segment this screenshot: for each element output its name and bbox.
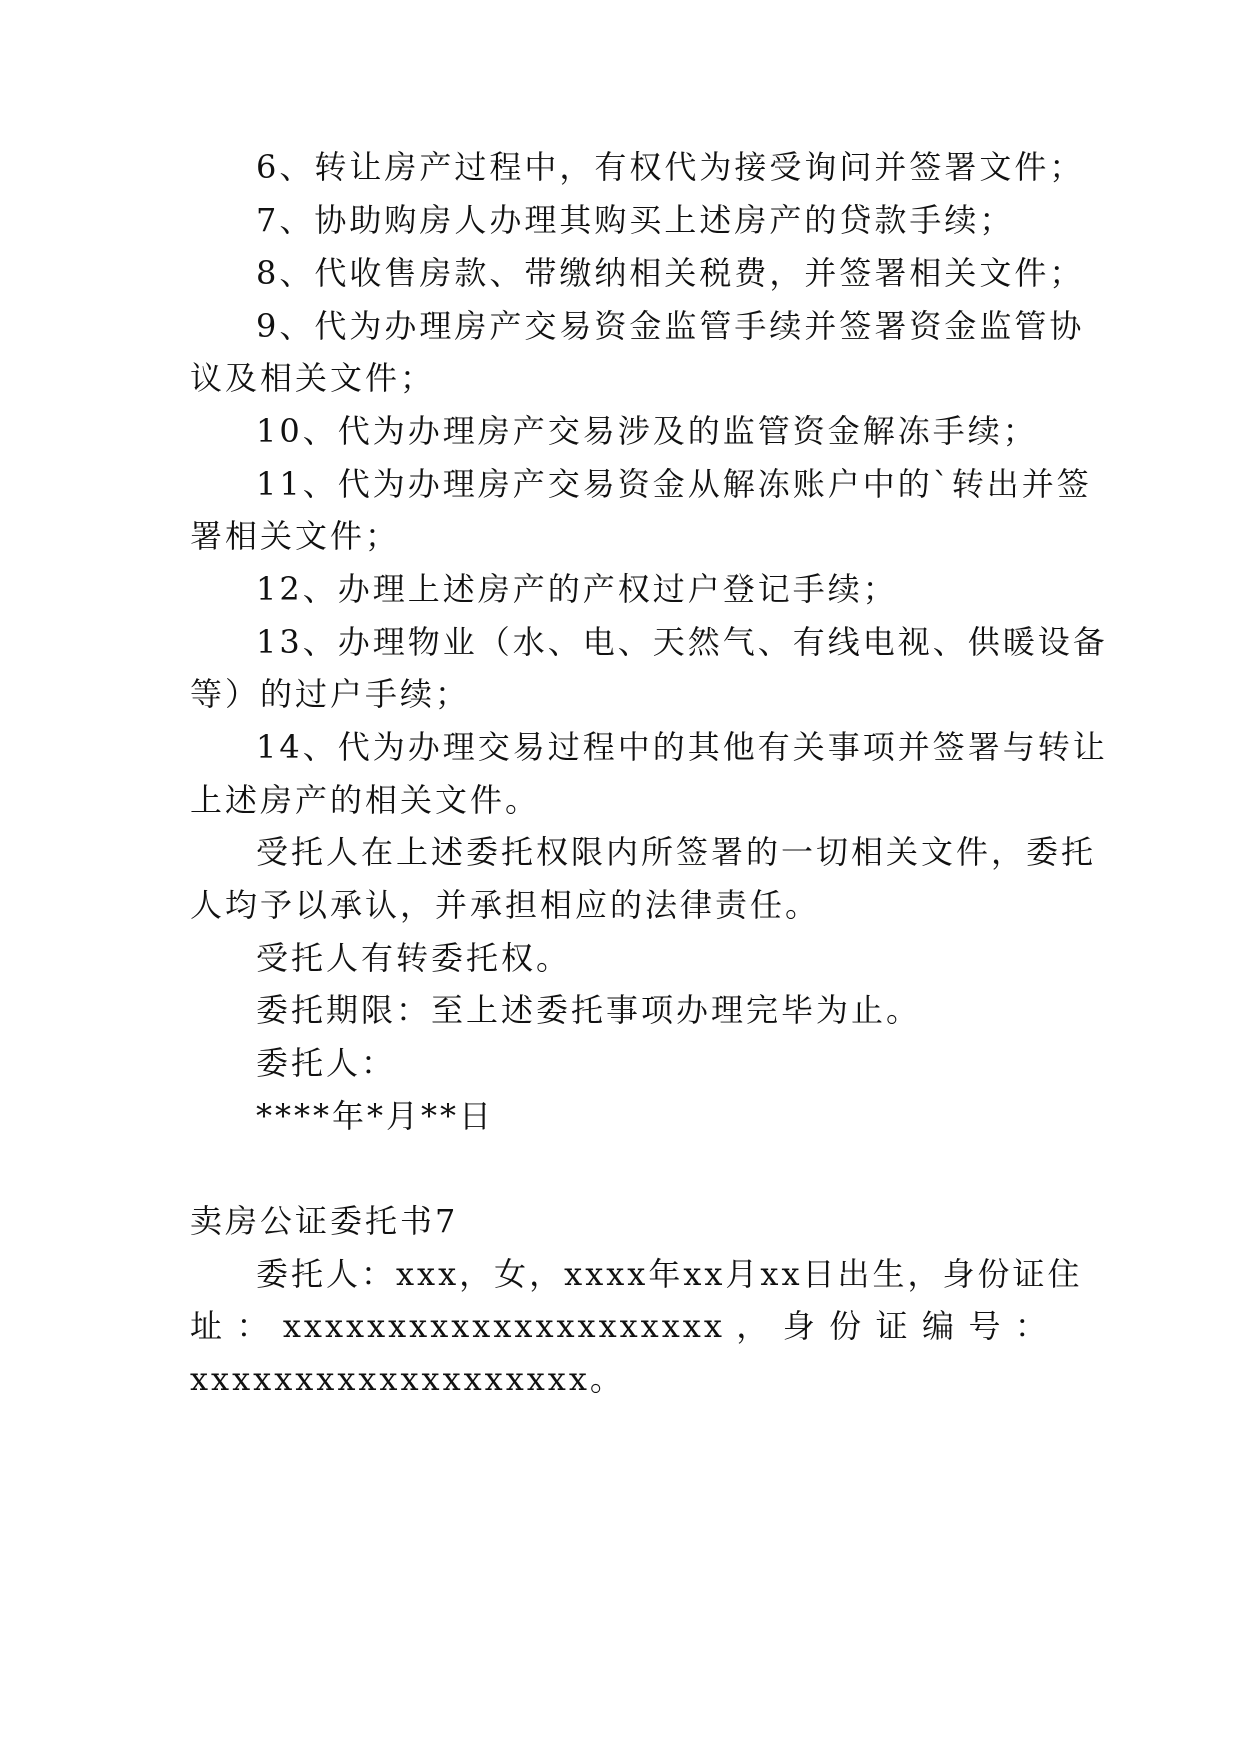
paragraph-line: 13、办理物业（水、电、天然气、有线电视、供暖设备 [256,623,1108,661]
paragraph-line: 11、代为办理房产交易资金从解冻账户中的`转出并签 [256,465,1092,503]
text-segment: ： [236,1307,272,1345]
paragraph-line: 委托期限：至上述委托事项办理完毕为止。 [256,991,922,1029]
text-segment: 份 [829,1307,865,1345]
paragraph-line: 受托人在上述委托权限内所签署的一切相关文件，委托 [256,833,1097,871]
paragraph-line: 8、代收售房款、带缴纳相关税费，并签署相关文件； [256,254,1085,292]
justified-line [190,1306,1050,1346]
text-segment: xxxxxxxxxxxxxxxxxxxxx [282,1307,725,1345]
paragraph-line: xxxxxxxxxxxxxxxxxxx。 [190,1360,625,1398]
paragraph-line: 人均予以承认，并承担相应的法律责任。 [190,886,821,924]
paragraph-line: 12、办理上述房产的产权过户登记手续； [256,570,898,608]
paragraph-line: 7、协助购房人办理其购买上述房产的贷款手续； [256,201,1015,239]
paragraph-line: 10、代为办理房产交易涉及的监管资金解冻手续； [256,412,1038,450]
paragraph-line: 6、转让房产过程中，有权代为接受询问并签署文件； [256,148,1085,186]
paragraph-line: 等）的过户手续； [190,675,471,713]
text-segment: 号 [968,1307,1004,1345]
paragraph-line: 署相关文件； [190,517,401,555]
text-segment: ， [736,1307,772,1345]
paragraph-line: 委托人： [256,1044,397,1082]
paragraph-line: 14、代为办理交易过程中的其他有关事项并签署与转让 [256,728,1108,766]
text-segment: ： [1014,1307,1050,1345]
text-segment: 身 [782,1307,818,1345]
paragraph-line: 9、代为办理房产交易资金监管手续并签署资金监管协 [256,307,1085,345]
paragraph-line: 委托人：xxx，女，xxxx年xx月xx日出生，身份证住 [256,1255,1083,1293]
section-title: 卖房公证委托书7 [190,1202,459,1240]
paragraph-line: 议及相关文件； [190,359,436,397]
text-segment: 证 [875,1307,911,1345]
paragraph-line: 上述房产的相关文件。 [190,781,541,819]
date-line: ****年*月**日 [256,1097,495,1135]
text-segment: 编 [922,1307,958,1345]
text-segment: 址 [190,1307,226,1345]
paragraph-line: 受托人有转委托权。 [256,939,572,977]
